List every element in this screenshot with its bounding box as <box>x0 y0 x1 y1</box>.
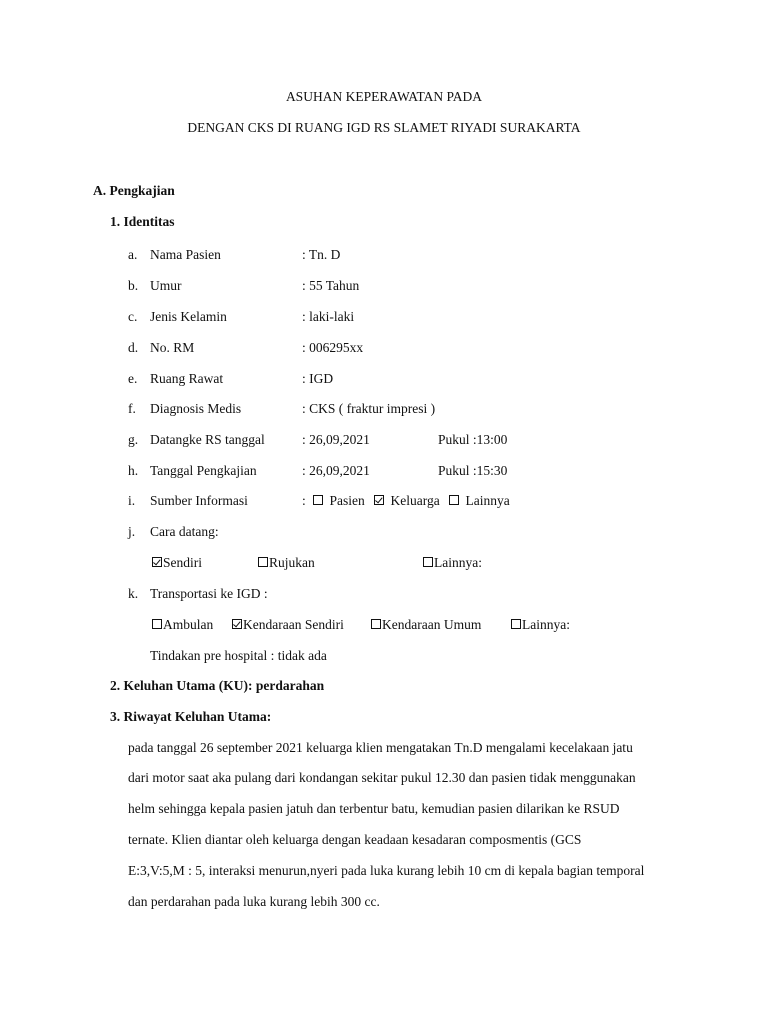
item-label-ruang-rawat: Ruang Rawat <box>150 371 224 386</box>
paragraph-line: dan perdarahan pada luka kurang lebih 300 cc. <box>128 894 380 909</box>
option-label-lainnya: Lainnya: <box>522 617 570 632</box>
option-label-kendaraan-sendiri: Kendaraan Sendiri <box>243 617 344 632</box>
item-label-sumber-informasi: Sumber Informasi <box>150 493 248 508</box>
colon: : <box>302 493 306 508</box>
item-time-tanggal-pengkajian: Pukul :15:30 <box>438 463 508 478</box>
paragraph-line: E:3,V:5,M : 5, interaksi menurun,nyeri pada luka kurang lebih 10 cm di kepala bagian temporal <box>128 863 645 878</box>
item-letter: i. <box>128 493 136 508</box>
item-label-cara-datang: Cara datang: <box>150 524 219 539</box>
paragraph-line: pada tanggal 26 september 2021 keluarga klien mengatakan Tn.D mengalami kecelakaan jatu <box>128 740 633 755</box>
item-letter: g. <box>128 432 139 447</box>
checkbox-ambulan[interactable] <box>152 619 162 629</box>
option-label-lainnya: Lainnya: <box>434 555 482 570</box>
paragraph-line: helm sehingga kepala pasien jatuh dan terbentur batu, kemudian pasien dilarikan ke RSUD <box>128 801 620 816</box>
cara-option-sendiri <box>152 556 202 570</box>
paragraph-line: dari motor saat aka pulang dari kondangan sekitar pukul 12.30 dan pasien tidak menggunakan <box>128 770 636 785</box>
paragraph-line: ternate. Klien diantar oleh keluarga dengan keadaan kesadaran composmentis (GCS <box>128 832 582 847</box>
subsection-heading-riwayat: 3. Riwayat Keluhan Utama: <box>110 709 272 724</box>
item-value-tanggal-pengkajian: : 26,09,2021 <box>302 463 370 478</box>
item-letter: c. <box>128 309 138 324</box>
item-letter: d. <box>128 340 139 355</box>
item-value-nama-pasien: : Tn. D <box>302 247 341 262</box>
item-label-datang-rs: Datangke RS tanggal <box>150 432 265 447</box>
option-label-kendaraan-umum: Kendaraan Umum <box>382 617 482 632</box>
checkbox-rujukan[interactable] <box>258 557 268 567</box>
item-label-jenis-kelamin: Jenis Kelamin <box>150 309 227 324</box>
transport-option-kendaraan-umum <box>371 618 481 632</box>
option-label-pasien: Pasien <box>329 493 365 508</box>
option-label-sendiri: Sendiri <box>163 555 202 570</box>
transport-option-lainnya <box>511 618 570 632</box>
item-value-datang-rs: : 26,09,2021 <box>302 432 370 447</box>
cara-option-rujukan <box>258 556 315 570</box>
item-value-jenis-kelamin: : laki-laki <box>302 309 355 324</box>
item-letter: b. <box>128 278 139 293</box>
tindakan-pre-hospital: Tindakan pre hospital : tidak ada <box>150 648 327 663</box>
checkbox-lainnya[interactable] <box>423 557 433 567</box>
item-time-datang-rs: Pukul :13:00 <box>438 432 508 447</box>
item-label-transportasi: Transportasi ke IGD : <box>150 586 268 601</box>
option-label-rujukan: Rujukan <box>269 555 315 570</box>
item-label-tanggal-pengkajian: Tanggal Pengkajian <box>150 463 257 478</box>
checkbox-keluarga[interactable] <box>374 495 384 505</box>
cara-option-lainnya <box>423 556 482 570</box>
item-letter: j. <box>128 524 136 539</box>
item-value-no-rm: : 006295xx <box>302 340 364 355</box>
option-label-keluarga: Keluarga <box>390 493 440 508</box>
item-label-diagnosis-medis: Diagnosis Medis <box>150 401 242 416</box>
item-letter: f. <box>128 401 136 416</box>
document-title-line1: ASUHAN KEPERAWATAN PADA <box>285 89 483 104</box>
item-value-ruang-rawat: : IGD <box>302 371 334 386</box>
item-label-no-rm: No. RM <box>150 340 195 355</box>
option-label-ambulan: Ambulan <box>163 617 214 632</box>
transport-option-kendaraan-sendiri <box>232 618 344 632</box>
item-value-umur: : 55 Tahun <box>302 278 360 293</box>
checkbox-lainnya[interactable] <box>511 619 521 629</box>
item-label-nama-pasien: Nama Pasien <box>150 247 221 262</box>
checkbox-pasien[interactable] <box>313 495 323 505</box>
item-letter: a. <box>128 247 138 262</box>
subsection-heading-identitas: 1. Identitas <box>110 214 175 229</box>
sumber-informasi-options <box>302 494 510 508</box>
item-letter: k. <box>128 586 139 601</box>
section-heading-pengkajian: A. Pengkajian <box>93 183 175 198</box>
checkbox-sendiri[interactable] <box>152 557 162 567</box>
item-letter: e. <box>128 371 138 386</box>
subsection-heading-keluhan-utama: 2. Keluhan Utama (KU): perdarahan <box>110 678 325 693</box>
item-letter: h. <box>128 463 139 478</box>
option-label-lainnya: Lainnya <box>465 493 510 508</box>
item-label-umur: Umur <box>150 278 182 293</box>
checkbox-kendaraan-umum[interactable] <box>371 619 381 629</box>
checkbox-kendaraan-sendiri[interactable] <box>232 619 242 629</box>
item-value-diagnosis-medis: : CKS ( fraktur impresi ) <box>302 401 436 416</box>
document-title-line2: DENGAN CKS DI RUANG IGD RS SLAMET RIYADI SURAKARTA <box>187 120 581 135</box>
transport-option-ambulan <box>152 618 213 632</box>
checkbox-lainnya[interactable] <box>449 495 459 505</box>
